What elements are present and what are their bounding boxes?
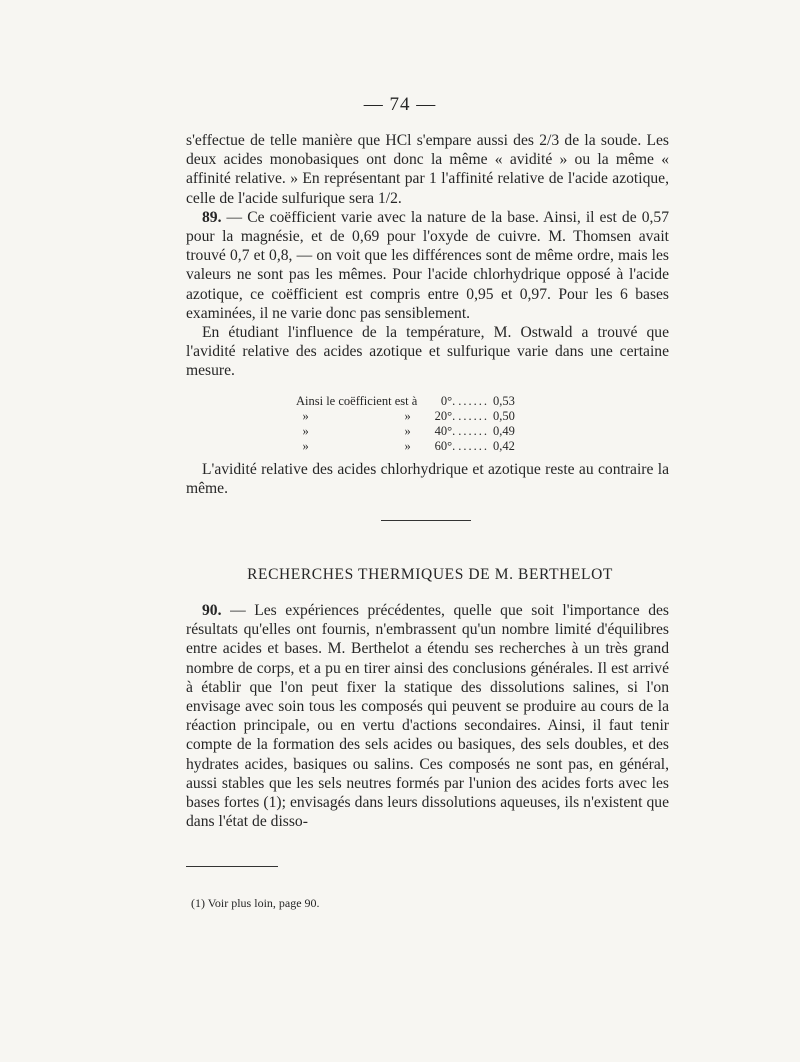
coefficient-value: 0,49	[493, 424, 515, 438]
leader-dots: ......	[458, 409, 490, 423]
paragraph-ostwald: En étudiant l'influence de la température, M. Ostwald a trouvé que l'avidité relative des acides azotique et sulfurique varie dans une certaine mesure.	[186, 324, 669, 380]
text-block-top	[186, 131, 669, 381]
ditto-mark: »	[404, 409, 411, 423]
table-row	[296, 424, 515, 439]
temperature-cell: 60°.	[434, 439, 456, 453]
coefficient-value: 0,50	[493, 409, 515, 423]
ditto-mark: »	[404, 424, 411, 438]
coefficient-value: 0,53	[493, 394, 515, 408]
table-row	[296, 409, 515, 424]
paragraph-text: — Ce coëfficient varie avec la nature de la base. Ainsi, il est de 0,57 pour la magnésie, et de 0,69 pour l'oxyde de cuivre. M. Thomsen avait trouvé 0,7 et 0,8, — on voit que les différences sont de même ordre, mais les valeurs ne sont pas les mêmes. Pour l'acide chlorhydrique opposé à l'acide azotique, ce coëfficient est compris entre 0,95 et 0,97. Pour les 6 bases examinées, il ne varie donc pas sensiblement.	[186, 208, 669, 322]
paragraph-chlorhydrique: L'avidité relative des acides chlorhydrique et azotique reste au contraire la même.	[186, 461, 669, 498]
ditto-mark: »	[302, 424, 309, 438]
ditto-mark: »	[404, 439, 411, 453]
paragraph-continuation: s'effectue de telle manière que HCl s'empare aussi des 2/3 de la soude. Les deux acides monobasiques ont donc la même « avidité » ou la même « affinité relative. » En représentant par 1 l'affinité relative de l'acide azotique, celle de l'acide sulfurique sera 1/2.	[186, 132, 669, 207]
text-block-middle	[186, 460, 669, 498]
paragraph-89	[186, 208, 669, 323]
leader-dots: ......	[458, 439, 490, 453]
paragraph-number: 90.	[202, 602, 222, 619]
paragraph-number: 89.	[202, 208, 222, 226]
table-row	[296, 439, 515, 454]
footnote: (1) Voir plus loin, page 90.	[191, 896, 320, 910]
section-divider	[381, 520, 471, 521]
section-heading: RECHERCHES THERMIQUES DE M. BERTHELOT	[247, 566, 613, 583]
coefficient-value: 0,42	[493, 439, 515, 453]
table-intro: Ainsi le coëfficient est à	[296, 394, 418, 408]
footnote-divider	[186, 866, 278, 867]
temperature-cell: 20°.	[434, 409, 456, 423]
ditto-mark: »	[302, 409, 309, 423]
leader-dots: ......	[458, 394, 490, 408]
leader-dots: ......	[458, 424, 490, 438]
paragraph-text: — Les expériences précédentes, quelle que soit l'importance des résultats qu'elles ont fournis, n'embrassent qu'un nombre limité d'équilibres entre acides et bases. M. Berthelot a étendu ses recherches à un très grand nombre de corps, et a pu en tirer ainsi des conclusions générales. Il est arrivé à établir que l'on peut fixer la statique des dissolutions salines, si l'on envisage avec soin tous les composés qui peuvent se produire au cours de la réaction principale, ou en vertu d'actions secondaires. Ainsi, il faut tenir compte de la formation des sels acides ou basiques, des sels doubles, et des hydrates acides, basiques ou salins. Ces composés ne sont pas, en général, aussi stables que les sels neutres formés par l'union des acides forts avec les bases fortes (1); envisagés dans leurs dissolutions aqueuses, ils n'existent que dans l'état de disso-	[186, 602, 669, 831]
paragraph-90	[186, 601, 669, 831]
page-number: — 74 —	[363, 94, 437, 115]
table-row	[296, 394, 515, 409]
text-block-bottom	[186, 601, 669, 831]
ditto-mark: »	[302, 439, 309, 453]
temperature-cell: 40°.	[434, 424, 456, 438]
temperature-cell: 0°.	[440, 394, 456, 408]
temperature-coefficient-table	[296, 394, 515, 454]
